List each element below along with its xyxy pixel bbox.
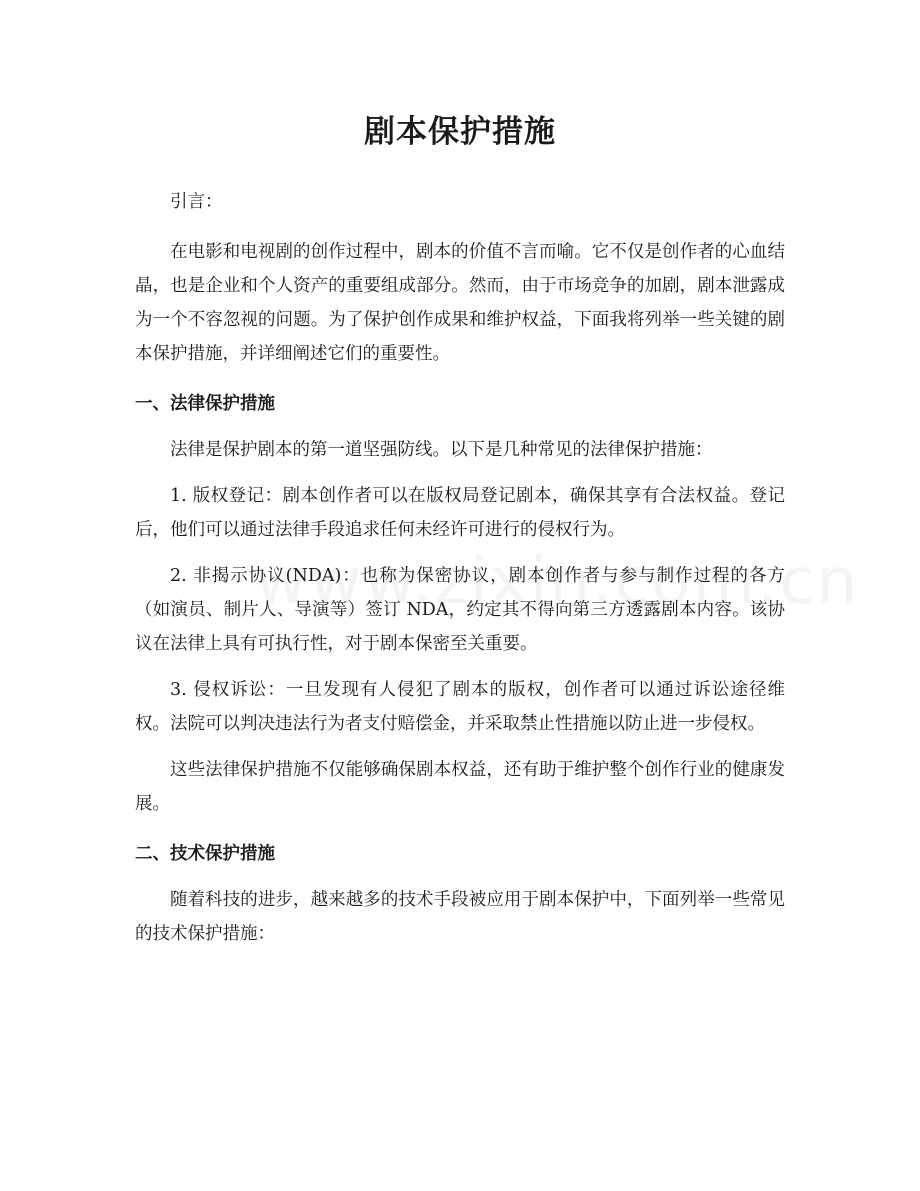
intro-paragraph: 在电影和电视剧的创作过程中，剧本的价值不言而喻。它不仅是创作者的心血结晶，也是企业和个人资产的重要组成部分。然而，由于市场竞争的加剧，剧本泄露成为一个不容忽视的问题。为了保护创作成果和维护权益，下面我将列举一些关键的剧本保护措施，并详细阐述它们的重要性。: [135, 242, 785, 364]
document-title: 剧本保护措施: [364, 114, 556, 150]
document-body: [135, 185, 785, 951]
section-technical-lead: 随着科技的进步，越来越多的技术手段被应用于剧本保护中，下面列举一些常见的技术保护措施：: [135, 890, 785, 944]
legal-item-litigation: 3. 侵权诉讼：一旦发现有人侵犯了剧本的版权，创作者可以通过诉讼途径维权。法院可以判决违法行为者支付赔偿金，并采取禁止性措施以防止进一步侵权。: [135, 680, 785, 734]
section-legal-lead: 法律是保护剧本的第一道坚强防线。以下是几种常见的法律保护措施：: [170, 440, 713, 460]
legal-item-copyright: 1. 版权登记：剧本创作者可以在版权局登记剧本，确保其享有合法权益。登记后，他们可以通过法律手段追求任何未经许可进行的侵权行为。: [135, 486, 785, 540]
section-legal-conclusion: 这些法律保护措施不仅能够确保剧本权益，还有助于维护整个创作行业的健康发展。: [135, 760, 785, 814]
section-heading-technical: 二、技术保护措施: [135, 844, 275, 864]
intro-label: 引言：: [170, 192, 223, 212]
section-heading-legal: 一、法律保护措施: [135, 394, 275, 414]
legal-item-nda: 2. 非揭示协议(NDA)：也称为保密协议，剧本创作者与参与制作过程的各方（如演员、制片人、导演等）签订 NDA，约定其不得向第三方透露剧本内容。该协议在法律上具有可执行性，对于剧本保密至关重要。: [135, 566, 785, 654]
